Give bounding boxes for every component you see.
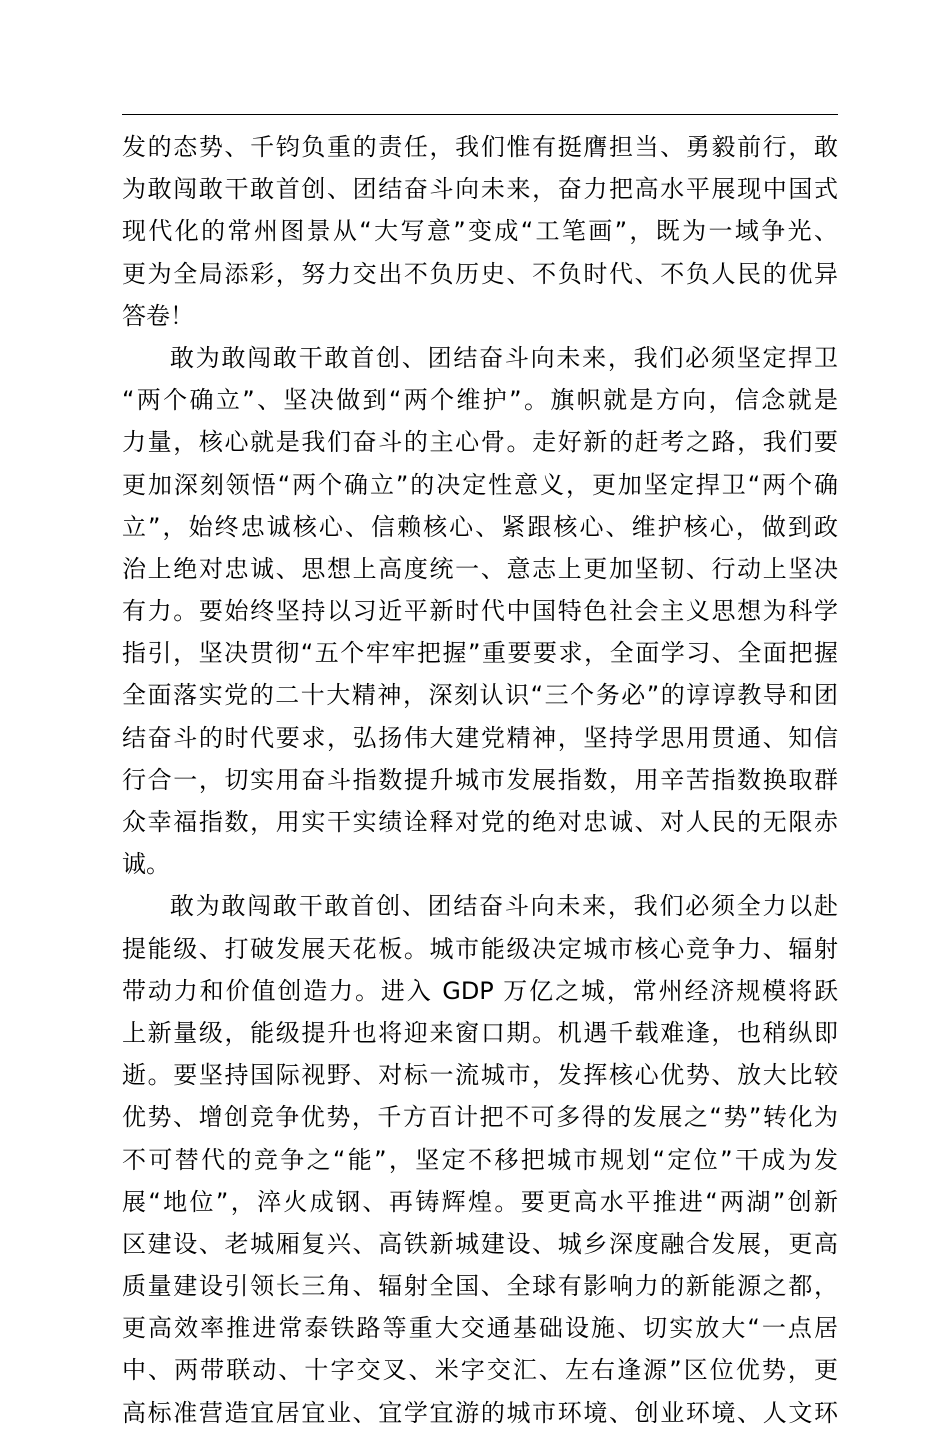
text-line: 指引，坚决贯彻“五个牢牢把握”重要要求，全面学习、全面把握 <box>122 639 838 668</box>
text-line: 诚。 <box>122 850 170 879</box>
text-line: 行合一，切实用奋斗指数提升城市发展指数，用辛苦指数换取群 <box>122 765 838 794</box>
text-line: 众幸福指数，用实干实绩诠释对党的绝对忠诚、对人民的无限赤 <box>122 808 838 836</box>
text-line: 立”，始终忠诚核心、信赖核心、紧跟核心、维护核心，做到政 <box>122 512 838 541</box>
text-line: 现代化的常州图景从“大写意”变成“工笔画”，既为一域争光、 <box>122 217 838 246</box>
text-line: 不可替代的竞争之“能”，坚定不移把城市规划“定位”干成为发 <box>122 1145 838 1174</box>
text-line: 带动力和价值创造力。进入 GDP 万亿之城，常州经济规模将跃 <box>122 976 838 1005</box>
text-line: 有力。要始终坚持以习近平新时代中国特色社会主义思想为科学 <box>122 597 838 626</box>
text-line: 更高效率推进常泰铁路等重大交通基础设施、切实放大“一点居 <box>122 1314 838 1343</box>
text-line: 更为全局添彩，努力交出不负历史、不负时代、不负人民的优异 <box>122 259 838 288</box>
text-line: 敢为敢闯敢干敢首创、团结奋斗向未来，我们必须全力以赴 <box>170 892 838 921</box>
text-line: 治上绝对忠诚、思想上高度统一、意志上更加坚韧、行动上坚决 <box>122 554 838 583</box>
document-page <box>122 0 838 1427</box>
text-line: 提能级、打破发展天花板。城市能级决定城市核心竞争力、辐射 <box>122 934 838 963</box>
body-text <box>122 126 838 1434</box>
text-line: 敢为敢闯敢干敢首创、团结奋斗向未来，我们必须坚定捍卫 <box>170 343 838 372</box>
text-line: “两个确立”、坚决做到“两个维护”。旗帜就是方向，信念就是 <box>122 386 838 415</box>
text-line: 中、两带联动、十字交叉、米字交汇、左右逢源”区位优势，更 <box>122 1356 838 1385</box>
text-line: 结奋斗的时代要求，弘扬伟大建党精神，坚持学思用贯通、知信 <box>122 723 838 752</box>
text-line: 答卷！ <box>122 301 194 330</box>
text-line: 上新量级，能级提升也将迎来窗口期。机遇千载难逢，也稍纵即 <box>122 1018 838 1047</box>
header-rule <box>122 114 838 115</box>
text-line: 为敢闯敢干敢首创、团结奋斗向未来，奋力把高水平展现中国式 <box>122 175 838 204</box>
paragraph-city-level <box>122 885 838 1433</box>
paragraph-loyalty <box>122 337 838 885</box>
text-line: 全面落实党的二十大精神，深刻认识“三个务必”的谆谆教导和团 <box>122 681 838 710</box>
text-line: 高标准营造宜居宜业、宜学宜游的城市环境、创业环境、人文环 <box>122 1398 838 1427</box>
text-line: 发的态势、千钧负重的责任，我们惟有挺膺担当、勇毅前行，敢 <box>122 133 838 161</box>
text-line: 优势、增创竞争优势，千方百计把不可多得的发展之“势”转化为 <box>122 1103 838 1132</box>
text-line: 质量建设引领长三角、辐射全国、全球有影响力的新能源之都， <box>122 1272 838 1301</box>
text-line: 更加深刻领悟“两个确立”的决定性意义，更加坚定捍卫“两个确 <box>122 470 838 499</box>
text-line: 展“地位”，淬火成钢、再铸辉煌。要更高水平推进“两湖”创新 <box>122 1187 838 1216</box>
text-line: 区建设、老城厢复兴、高铁新城建设、城乡深度融合发展，更高 <box>122 1229 838 1258</box>
text-line: 逝。要坚持国际视野、对标一流城市，发挥核心优势、放大比较 <box>122 1061 838 1090</box>
text-line: 力量，核心就是我们奋斗的主心骨。走好新的赶考之路，我们要 <box>122 428 838 457</box>
paragraph-continuation <box>122 126 838 337</box>
